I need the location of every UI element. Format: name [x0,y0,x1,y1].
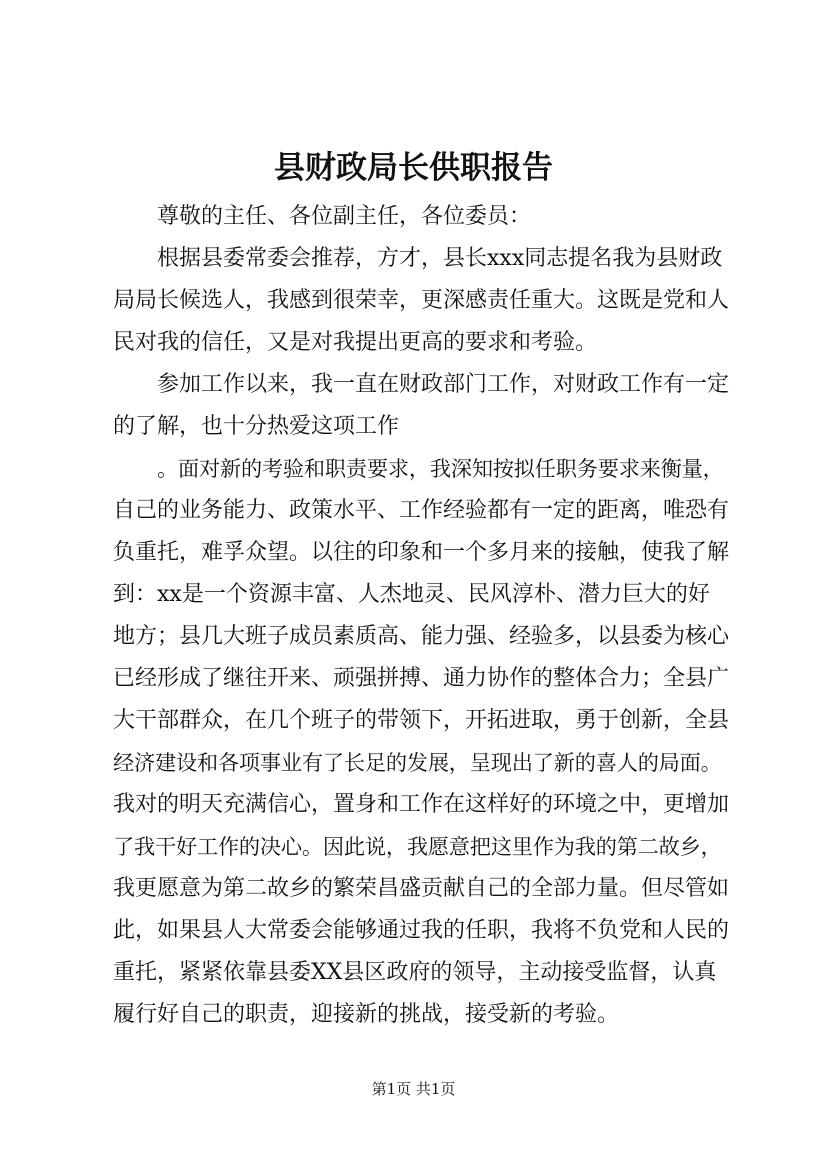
paragraph-line: 重托，紧紧依靠县委XX县区政府的领导，主动接受监督，认真 [113,960,717,985]
document-body [113,196,728,1036]
paragraph-line: 民对我的信任，又是对我提出更高的要求和考验。 [113,330,598,355]
paragraph-line: 我对的明天充满信心，置身和工作在这样好的环境之中，更增加 [113,792,730,817]
salutation-line: 尊敬的主任、各位副主任，各位委员： [157,204,532,229]
document-title: 县财政局长供职报告 [274,150,553,186]
paragraph-line: 大干部群众，在几个班子的带领下，开拓进取，勇于创新，全县 [113,708,730,733]
paragraph-line: 负重托，难孚众望。以往的印象和一个多月来的接触，使我了解 [113,540,730,565]
paragraph-line: 地方；县几大班子成员素质高、能力强、经验多，以县委为核心 [113,624,730,649]
page-footer: 第1页 共1页 [371,1080,456,1098]
paragraph-line: 此，如果县人大常委会能够通过我的任职，我将不负党和人民的 [113,918,730,943]
paragraph-line: 局局长候选人，我感到很荣幸，更深感责任重大。这既是党和人 [113,288,730,313]
paragraph-line: 自己的业务能力、政策水平、工作经验都有一定的距离，唯恐有 [113,498,730,523]
paragraph-line: 。面对新的考验和职责要求，我深知按拟任职务要求来衡量， [157,456,724,481]
paragraph-line: 根据县委常委会推荐，方才，县长xxx同志提名我为县财政 [157,246,723,271]
paragraph-line: 经济建设和各项事业有了长足的发展，呈现出了新的喜人的局面。 [113,750,722,775]
paragraph-line: 的了解，也十分热爱这项工作 [113,414,400,439]
paragraph-line: 我更愿意为第二故乡的繁荣昌盛贡献自己的全部力量。但尽管如 [113,876,730,901]
paragraph-line: 已经形成了继往开来、顽强拼搏、通力协作的整体合力；全县广 [113,666,730,691]
paragraph-line: 到：xx是一个资源丰富、人杰地灵、民风淳朴、潜力巨大的好 [113,582,710,607]
paragraph-line: 了我干好工作的决心。因此说，我愿意把这里作为我的第二故乡， [113,834,722,859]
paragraph-line: 履行好自己的职责，迎接新的挑战，接受新的考验。 [113,1002,620,1027]
paragraph-line: 参加工作以来，我一直在财政部门工作，对财政工作有一定 [157,372,730,397]
